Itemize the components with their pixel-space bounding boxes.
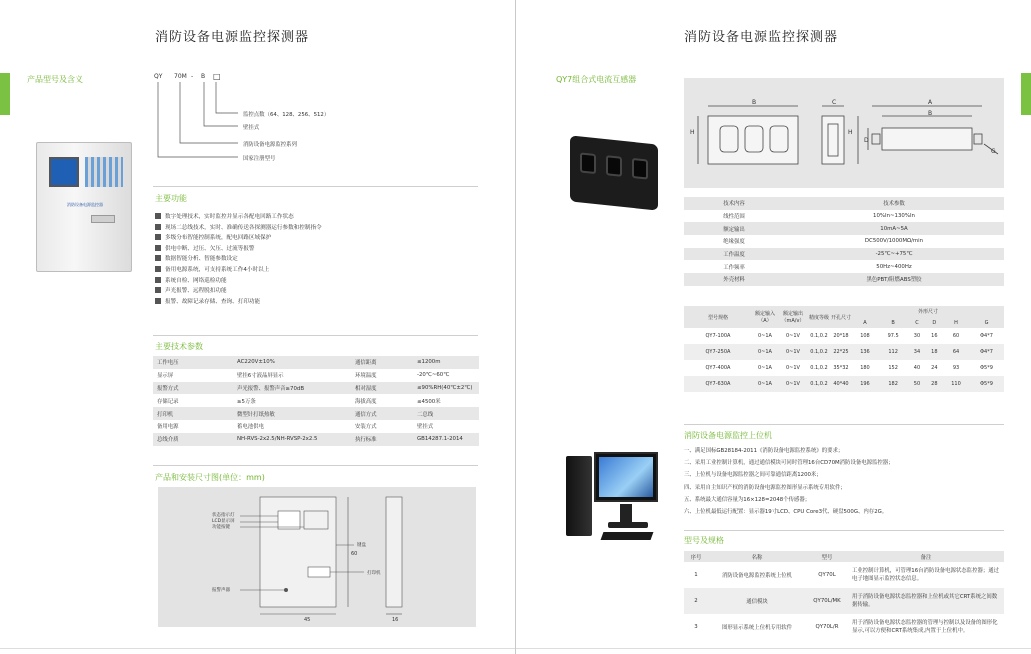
dim-cell: 0~1V bbox=[778, 376, 808, 392]
dim-cell: Φ4*7 bbox=[980, 333, 993, 339]
tech-row bbox=[684, 273, 1004, 286]
spec-row bbox=[153, 420, 479, 433]
dim-cell: 18 bbox=[926, 344, 943, 360]
tech-row bbox=[684, 260, 1004, 273]
dim-section-title: 产品和安装尺寸图(单位：mm) bbox=[155, 473, 265, 482]
bullet-icon bbox=[155, 287, 161, 293]
tech-cell: 工作频率 bbox=[723, 264, 745, 271]
left-page bbox=[0, 0, 515, 654]
spec-row bbox=[153, 382, 479, 395]
green-tab-left bbox=[0, 73, 10, 115]
tech-cell: 工作温度 bbox=[684, 248, 784, 261]
spec-row bbox=[153, 356, 479, 369]
tech-cell: -25℃~+75℃ bbox=[784, 248, 1004, 261]
dim-col-head: A bbox=[852, 317, 878, 328]
ct-label-a: A bbox=[928, 99, 933, 106]
spec-section-title: 主要技术参数 bbox=[155, 342, 203, 351]
dim-cell: 40 bbox=[913, 365, 921, 371]
function-item: 数据智能分析、智能参数设定 bbox=[165, 256, 238, 263]
ct-label-d: D bbox=[864, 137, 869, 144]
pc-photo bbox=[566, 452, 658, 544]
model-head-cell: 名称 bbox=[708, 551, 806, 562]
dim-cell: Φ4*7 bbox=[969, 344, 1004, 360]
dim-label-lcd: LCD显示屏 bbox=[212, 519, 235, 524]
ct-label-c: C bbox=[832, 99, 837, 106]
spec-row bbox=[153, 369, 479, 382]
tech-cell: 外壳材料 bbox=[684, 273, 784, 286]
ct-dimension-table bbox=[684, 306, 1004, 392]
dim-row bbox=[684, 328, 1004, 344]
dim-cell: 136 bbox=[852, 344, 878, 360]
dim-col-head: G bbox=[969, 317, 1004, 328]
spec-cell: ≥5万条 bbox=[237, 398, 256, 405]
ct-label-h2: H bbox=[848, 129, 853, 136]
spec-cell: 打印机 bbox=[153, 407, 233, 420]
tech-header-row bbox=[684, 197, 1004, 210]
spec-cell: 通信方式 bbox=[351, 407, 413, 420]
spec-cell: 执行标准 bbox=[351, 433, 413, 446]
spec-cell: ≤4500米 bbox=[417, 398, 441, 405]
dim-cell: 0~1V bbox=[785, 333, 800, 339]
model-head-cell: 型号 bbox=[806, 551, 848, 562]
host-feature-item: 六、上位机最低运行配置：显示器19寸LCD、CPU Core3代、硬盘500G、内存2G。 bbox=[684, 509, 888, 515]
spec-cell: 壁挂式 bbox=[417, 424, 434, 431]
function-item: 供电中断、过压、欠压、过流等报警 bbox=[165, 245, 255, 252]
monitor-device-image bbox=[36, 142, 132, 272]
dim-cell: 152 bbox=[888, 365, 898, 371]
spec-cell: 总线介质 bbox=[153, 433, 233, 446]
spec-row bbox=[153, 407, 479, 420]
dim-cell: Φ5*9 bbox=[980, 365, 993, 371]
dim-head-model: 型号规格 bbox=[684, 306, 752, 328]
dim-col-head: D bbox=[926, 317, 943, 328]
model-code-lines bbox=[150, 80, 250, 160]
divider-r1 bbox=[684, 424, 1004, 425]
tech-row bbox=[684, 248, 1004, 261]
tech-row bbox=[684, 222, 1004, 235]
tech-cell: DC500V/1000MΩ/min bbox=[864, 238, 924, 245]
model-section-title: 产品型号及含义 bbox=[27, 75, 83, 84]
host-feature-item: 五、系统最大通信容量为16×128=2048个传感器； bbox=[684, 496, 811, 503]
model-meaning-1: 监控点数（64、128、256、512） bbox=[243, 112, 330, 118]
host-feature-item: 二、采用工业控制计算机，通过通信模块可同时管理16台CD70M消防设备电源监控器； bbox=[684, 460, 894, 467]
dim-cell: 30 bbox=[913, 333, 921, 339]
dim-cell: 182 bbox=[878, 376, 908, 392]
dim-col-head: H bbox=[943, 317, 969, 328]
spec-table bbox=[153, 356, 479, 446]
dim-height: 60 bbox=[351, 551, 358, 557]
spec-cell: 壁挂6寸液晶屏显示 bbox=[237, 373, 284, 380]
dim-cell: 34 bbox=[908, 344, 925, 360]
model-cell: 消防设备电源监控系统上位机 bbox=[721, 573, 793, 579]
dim-row bbox=[684, 344, 1004, 360]
dim-row bbox=[684, 376, 1004, 392]
dim-head-acc: 精度等级 bbox=[808, 306, 830, 328]
tech-cell: 10%In~130%In bbox=[873, 213, 915, 220]
tech-cell: 10mA~5A bbox=[784, 222, 1004, 235]
divider-1 bbox=[153, 186, 478, 187]
function-item: 数字处理技术，实时监控并显示各配电回路工作状态 bbox=[165, 214, 294, 220]
bullet-icon bbox=[155, 224, 161, 230]
page-title-right: 消防设备电源监控探测器 bbox=[684, 30, 839, 45]
model-code-box: □ bbox=[213, 72, 221, 81]
model-head-cell: 序号 bbox=[684, 551, 708, 562]
lcd-screen bbox=[49, 157, 79, 187]
model-meaning-3: 消防设备电源监控系列 bbox=[243, 142, 297, 148]
spec-cell: ≤90%RH(40℃±2℃) bbox=[413, 382, 479, 395]
dim-col-head: B bbox=[878, 317, 908, 328]
model-row bbox=[684, 588, 1004, 614]
model-code-dash: - bbox=[191, 73, 194, 80]
model-cell: QY70L/R bbox=[815, 624, 839, 630]
divider-r2 bbox=[684, 530, 1004, 531]
model-head-cell: 备注 bbox=[848, 551, 1004, 562]
dim-cell: 0.1,0.2 bbox=[808, 376, 830, 392]
dim-cell: 97.5 bbox=[887, 333, 899, 339]
printer-slot bbox=[91, 215, 115, 223]
dim-col-head: C bbox=[908, 317, 925, 328]
tech-cell: 50Hz~400Hz bbox=[876, 263, 912, 270]
model-meaning-2: 壁挂式 bbox=[243, 125, 260, 131]
dim-row bbox=[684, 360, 1004, 376]
dim-cell: 0~1V bbox=[785, 365, 800, 371]
dim-cell: 0.1,0.2 bbox=[810, 333, 828, 339]
spec-cell: 声光报警、报警声音≥70dB bbox=[233, 382, 351, 395]
model-cell: 1 bbox=[694, 572, 698, 578]
tech-cell: 黑色PBT/阻燃ABS塑胶 bbox=[784, 273, 1004, 286]
function-item: 多级分布智能控制系统，配电回路区域保护 bbox=[165, 235, 272, 242]
model-meaning-4: 国家注册型号 bbox=[243, 156, 276, 162]
function-item: 系统自检、网络巡检功能 bbox=[165, 277, 227, 284]
spec-cell: NH-RVS-2x2.5/NH-RVSP-2x2.5 bbox=[233, 433, 351, 446]
dim-cell: 40*40 bbox=[830, 376, 852, 392]
dim-cell: 0~1A bbox=[757, 333, 772, 339]
spec-row bbox=[153, 433, 479, 446]
spec-cell: 工作电压 bbox=[153, 356, 233, 369]
spec-cell: 报警方式 bbox=[153, 382, 233, 395]
ct-label-h: H bbox=[690, 129, 695, 136]
model-row bbox=[684, 614, 1004, 640]
spec-row bbox=[153, 394, 479, 407]
bullet-icon bbox=[155, 234, 161, 240]
dim-cell: 24 bbox=[931, 365, 938, 371]
dim-cell: 93 bbox=[952, 365, 960, 371]
host-feature-item: 一、满足国标GB28184-2011《消防设备电源监控系统》的要求； bbox=[684, 448, 844, 454]
spec-cell: 蓄电池供电 bbox=[237, 424, 264, 431]
dim-cell: 60 bbox=[952, 333, 960, 339]
dim-cell: 22*25 bbox=[830, 344, 852, 360]
dim-cell: 35*32 bbox=[833, 365, 849, 371]
dim-cell: 64 bbox=[943, 344, 969, 360]
spec-cell: -20℃~60℃ bbox=[417, 372, 450, 379]
tech-row bbox=[684, 210, 1004, 223]
host-feature-item: 四、采用自主知识产权的消防设备电源监控图形显示系统专用软件； bbox=[684, 484, 846, 491]
dim-cell: QY7-250A bbox=[684, 344, 752, 360]
model-cell: 2 bbox=[684, 588, 708, 614]
ct-label-b: B bbox=[752, 99, 757, 106]
host-section-title: 消防设备电源监控上位机 bbox=[684, 431, 772, 440]
dim-cell: 112 bbox=[878, 344, 908, 360]
tech-header-cell: 技术内容 bbox=[684, 197, 784, 210]
bullet-icon bbox=[155, 255, 161, 261]
model-cell: 工业控制计算机，可管理16台消防设备电源状态监控器；通过电子地图显示监控状态信息。 bbox=[852, 567, 1000, 582]
spec-cell: 二总线 bbox=[413, 407, 479, 420]
model-table-title: 型号及规格 bbox=[684, 536, 724, 545]
spec-cell: 备用电源 bbox=[157, 424, 179, 431]
ct-technical-drawing bbox=[684, 78, 1004, 188]
spec-cell: 相对湿度 bbox=[351, 382, 413, 395]
dim-cell: 20*18 bbox=[833, 333, 849, 339]
dim-head-out: 额定输出（mA/v） bbox=[778, 306, 808, 328]
ct-photo bbox=[570, 135, 658, 210]
bullet-icon bbox=[155, 266, 161, 272]
dim-label-keyboard: 键盘 bbox=[357, 543, 366, 548]
dim-depth: 16 bbox=[392, 617, 399, 623]
footer-line-left bbox=[0, 648, 515, 649]
model-row bbox=[684, 562, 1004, 588]
dim-cell: 0~1A bbox=[752, 344, 778, 360]
keypad bbox=[85, 157, 123, 187]
model-cell: 用于消防设备电源状态监控器和上位机或其它CRT系统之间数据传输。 bbox=[848, 588, 1004, 614]
divider-3 bbox=[153, 465, 478, 466]
model-cell: 图形显示系统上位机专用软件 bbox=[721, 625, 793, 631]
host-feature-item: 三、上位机与设备电源监控器之间可靠通信距离1200米； bbox=[684, 472, 822, 479]
right-page bbox=[516, 0, 1031, 654]
model-spec-table bbox=[684, 551, 1004, 640]
dim-label-indicator: 状态指示灯 bbox=[212, 513, 235, 518]
device-label: 消防设备电源监控器 bbox=[67, 202, 103, 207]
dim-cell: QY7-400A bbox=[705, 365, 731, 371]
dim-head-outer: 外形尺寸 bbox=[852, 306, 1004, 317]
model-cell: 通信模块 bbox=[708, 588, 806, 614]
dim-cell: 0.1,0.2 bbox=[808, 344, 830, 360]
dim-cell: 108 bbox=[860, 333, 870, 339]
dim-cell: 0.1,0.2 bbox=[810, 365, 828, 371]
tech-cell: 线性范围 bbox=[723, 214, 745, 221]
dim-head-hole: 开孔尺寸 bbox=[830, 306, 852, 328]
tech-cell: 额定输出 bbox=[684, 222, 784, 235]
function-section-title: 主要功能 bbox=[155, 194, 187, 203]
bullet-icon bbox=[155, 298, 161, 304]
spec-cell: 环境温度 bbox=[355, 373, 377, 380]
dim-head-in: 额定输入（A） bbox=[752, 306, 778, 328]
function-item: 备用电源系统，可支持系统工作4小时以上 bbox=[165, 267, 270, 273]
dim-label-keys: 功能按键 bbox=[212, 525, 230, 530]
dim-cell: 196 bbox=[852, 376, 878, 392]
spec-cell: ≤1200m bbox=[413, 356, 479, 369]
dim-cell: 110 bbox=[943, 376, 969, 392]
ct-tech-table bbox=[684, 197, 1004, 286]
model-cell: QY70L bbox=[818, 572, 836, 578]
divider-2 bbox=[153, 335, 478, 336]
page-title-left: 消防设备电源监控探测器 bbox=[155, 30, 310, 45]
ct-label-b2: B bbox=[928, 110, 933, 117]
ct-section-title: QY7组合式电流互感器 bbox=[556, 75, 637, 84]
dim-cell: QY7-100A bbox=[705, 333, 731, 339]
ct-label-g: G bbox=[991, 148, 996, 155]
dim-cell: 28 bbox=[926, 376, 943, 392]
function-item: 报警、故障记录存储、查询、打印功能 bbox=[165, 298, 261, 305]
tech-row bbox=[684, 235, 1004, 248]
footer-line-right bbox=[516, 648, 1031, 649]
bullet-icon bbox=[155, 277, 161, 283]
green-tab-right bbox=[1021, 73, 1031, 115]
dim-width: 45 bbox=[304, 617, 311, 623]
dim-label-printer: 打印机 bbox=[367, 571, 381, 576]
model-cell: 3 bbox=[694, 624, 698, 630]
tech-cell: 绝缘强度 bbox=[723, 239, 745, 246]
model-cell: 用于消防设备电源状态监控器的管理与控制以及设备的图形化显示,可以方便和CRT系统集成,内置于上位机中。 bbox=[852, 619, 998, 634]
bullet-icon bbox=[155, 245, 161, 251]
spec-cell: GB14287.1-2014 bbox=[413, 433, 479, 446]
dim-cell: 16 bbox=[931, 333, 938, 339]
spec-cell: 显示屏 bbox=[157, 373, 174, 380]
spec-cell: 海拔高度 bbox=[355, 398, 377, 405]
dim-cell: 0~1A bbox=[752, 376, 778, 392]
dimension-drawing bbox=[158, 487, 476, 627]
spec-cell: 微型针打纸热敏 bbox=[233, 407, 351, 420]
tech-header-cell: 技术参数 bbox=[784, 197, 1004, 210]
dim-label-buzzer: 报警声器 bbox=[212, 588, 230, 593]
bullet-icon bbox=[155, 213, 161, 219]
function-item: 声光报警、远程脱扣功能 bbox=[165, 288, 227, 295]
function-item: 现场二总线技术，实时、准确传送各探测器运行参数和控制指令 bbox=[165, 224, 322, 231]
dim-cell: 50 bbox=[908, 376, 925, 392]
spec-cell: AC220V±10% bbox=[233, 356, 351, 369]
spec-cell: 通信距离 bbox=[351, 356, 413, 369]
dim-cell: QY7-630A bbox=[684, 376, 752, 392]
model-code-qy: QY bbox=[154, 73, 163, 80]
spec-cell: 安装方式 bbox=[355, 424, 377, 431]
model-code-b: B bbox=[201, 73, 206, 80]
spec-cell: 存储记录 bbox=[157, 398, 179, 405]
model-code-70m: 70M bbox=[174, 73, 187, 80]
dim-cell: 0~1V bbox=[778, 344, 808, 360]
model-cell: QY70L/MK bbox=[806, 588, 848, 614]
dim-cell: Φ5*9 bbox=[969, 376, 1004, 392]
dim-cell: 0~1A bbox=[757, 365, 772, 371]
dim-cell: 180 bbox=[860, 365, 870, 371]
